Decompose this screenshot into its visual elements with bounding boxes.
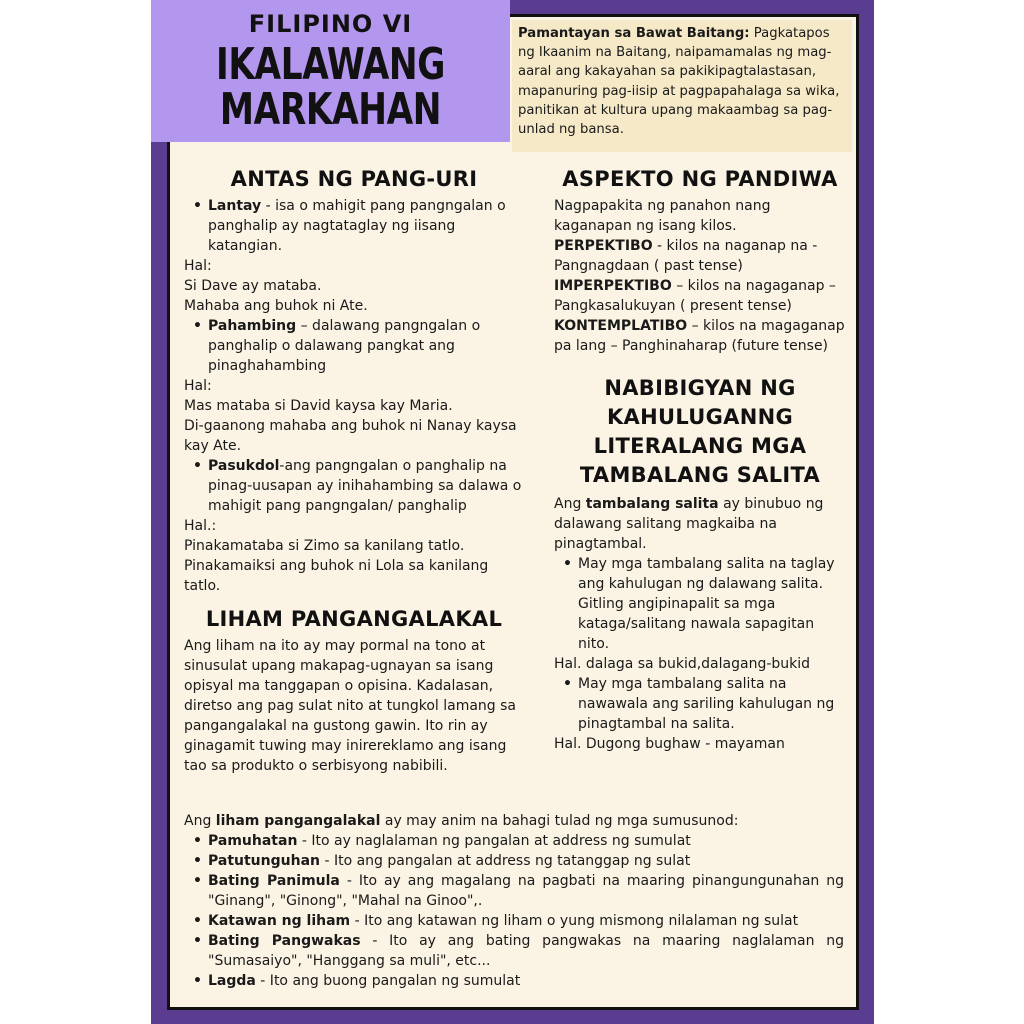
term: Katawan ng liham <box>208 913 351 929</box>
list-item <box>184 931 844 971</box>
bahagi-section <box>184 811 844 991</box>
term: Bating Panimula <box>208 873 340 889</box>
definition: - Ito ang pangalan at address ng tatanggap ng sulat <box>320 853 691 869</box>
term: Lagda <box>208 973 256 989</box>
term: Pasukdol <box>208 458 280 474</box>
example-text: Mas mataba si David kaysa kay Maria. <box>184 398 453 414</box>
standard-label: Pamantayan sa Bawat Baitang: <box>518 26 750 41</box>
antas-list-3 <box>184 456 524 516</box>
list-item <box>184 971 844 991</box>
list-item <box>184 911 844 931</box>
term: PERPEKTIBO <box>554 238 653 254</box>
example-label: Hal.: <box>184 518 217 534</box>
tambalan-list-2 <box>554 674 846 734</box>
standard-box <box>512 20 852 152</box>
definition: - Ito ang buong pangalan ng sumulat <box>255 973 521 989</box>
example-text: Hal. dalaga sa bukid,dalagang-bukid <box>554 656 811 672</box>
intro-text: ay may anim na bahagi tulad ng mga sumusunod: <box>380 813 739 829</box>
intro-text: ay binubuo ng dalawang salitang magkaiba na pinagtambal. <box>554 496 824 552</box>
tambalan-intro <box>554 494 846 554</box>
example-label: Hal: <box>184 378 212 394</box>
term: Patutunguhan <box>208 853 320 869</box>
list-item: • May mga tambalang salita na nawawala ang sariling kahulugan ng pinagtambal na salita. <box>554 674 846 734</box>
example-text: Di-gaanong mahaba ang buhok ni Nanay kaysa kay Ate. <box>184 418 517 454</box>
term: Pamuhatan <box>208 833 298 849</box>
antas-list-1 <box>184 196 524 256</box>
page-title <box>190 39 470 135</box>
list-item <box>184 196 524 256</box>
example-text: Pinakamataba si Zimo sa kanilang tatlo. <box>184 538 465 554</box>
liham-text: Ang liham na ito ay may pormal na tono at sinusulat upang makapag-ugnayan sa isang opisyal ma tanggapan o opisina. Kadalasan, diretso ang pag sulat nito at tungkol lamang sa pangangalakal na gustong gawin. Ito rin ay ginagamit tuwing may inirereklamo ang isang tao sa produkto o serbisyong nabibili. <box>184 638 516 774</box>
right-column <box>554 166 846 754</box>
list-item <box>184 831 844 851</box>
intro-text: Ang <box>554 496 586 512</box>
example-text: Hal. Dugong bughaw - mayaman <box>554 736 785 752</box>
aspekto-item <box>554 236 846 276</box>
antas-list-2 <box>184 316 524 376</box>
definition: - Ito ay ang bating pangwakas na maaring naglalaman ng "Sumasaiyo", "Hanggang sa muli", etc... <box>208 933 844 969</box>
term: Lantay <box>208 198 262 214</box>
intro-text: Ang <box>184 813 216 829</box>
definition: – dalawang pangngalan o panghalip o dalawang pangkat ang pinaghahambing <box>208 318 481 374</box>
tambalan-heading: NABIBIGYAN NG KAHULUGANNG LITERALANG MGA TAMBALANG SALITA <box>579 376 821 487</box>
definition: – kilos na nagaganap – Pangkasalukuyan ( present tense) <box>554 278 836 314</box>
definition: - kilos na naganap na - Pangnagdaan ( past tense) <box>554 238 818 274</box>
definition: - Ito ang katawan ng liham o yung mismong nilalaman ng sulat <box>350 913 799 929</box>
definition: – kilos na magaganap pa lang – Panghinaharap (future tense) <box>554 318 845 354</box>
definition: - isa o mahigit pang pangngalan o panghalip ay nagtataglay ng iisang katangian. <box>208 198 506 254</box>
title-box <box>151 0 510 142</box>
definition: - Ito ay ang magalang na pagbati na maaring pinangungunahan ng "Ginang", "Ginong", "Mahal na Ginoo",. <box>208 873 844 909</box>
term: Pahambing <box>208 318 297 334</box>
list-item <box>184 456 524 516</box>
subject-label: FILIPINO VI <box>248 10 413 38</box>
term: tambalang salita <box>585 496 719 512</box>
title-line-2: MARKAHAN <box>219 84 442 135</box>
tambalan-list-1 <box>554 554 846 654</box>
example-text: Pinakamaiksi ang buhok ni Lola sa kanilang tatlo. <box>184 558 489 594</box>
term: IMPERPEKTIBO <box>554 278 672 294</box>
liham-heading: LIHAM PANGANGALAKAL <box>205 607 503 631</box>
list-item <box>184 316 524 376</box>
list-item <box>184 871 844 911</box>
term: liham pangangalakal <box>215 813 381 829</box>
bahagi-intro <box>184 811 844 831</box>
standard-text: Pagkatapos ng Ikaanim na Baitang, naipamamalas ng mag-aaral ang kakayahan sa pakikipagtalastasan, mapanuring pag-iisip at pagpapahalaga sa wika, panitikan at kultura upang makaambag sa pag-unlad ng bansa. <box>518 26 840 138</box>
term: Bating Pangwakas <box>208 933 361 949</box>
list-item: • May mga tambalang salita na taglay ang kahulugan ng dalawang salita. Gitling angipinapalit sa mga kataga/salitang nawala sapagitan nito. <box>554 554 846 654</box>
left-column <box>184 166 524 776</box>
definition: - Ito ay naglalaman ng pangalan at address ng sumulat <box>297 833 691 849</box>
aspekto-intro: Nagpapakita ng panahon nang kaganapan ng isang kilos. <box>554 198 771 234</box>
definition: -ang pangngalan o panghalip na pinag-uusapan ay inihahambing sa dalawa o mahigit pang pangngalan/ panghalip <box>208 458 522 514</box>
example-text: Si Dave ay mataba. <box>184 278 322 294</box>
bahagi-list <box>184 831 844 991</box>
aspekto-item <box>554 316 846 356</box>
example-text: Mahaba ang buhok ni Ate. <box>184 298 368 314</box>
antas-heading: ANTAS NG PANG-URI <box>230 167 478 191</box>
list-item <box>184 851 844 871</box>
example-label: Hal: <box>184 258 212 274</box>
title-line-1: IKALAWANG <box>215 39 446 90</box>
aspekto-heading: ASPEKTO NG PANDIWA <box>562 167 838 191</box>
term: KONTEMPLATIBO <box>554 318 688 334</box>
aspekto-item <box>554 276 846 316</box>
